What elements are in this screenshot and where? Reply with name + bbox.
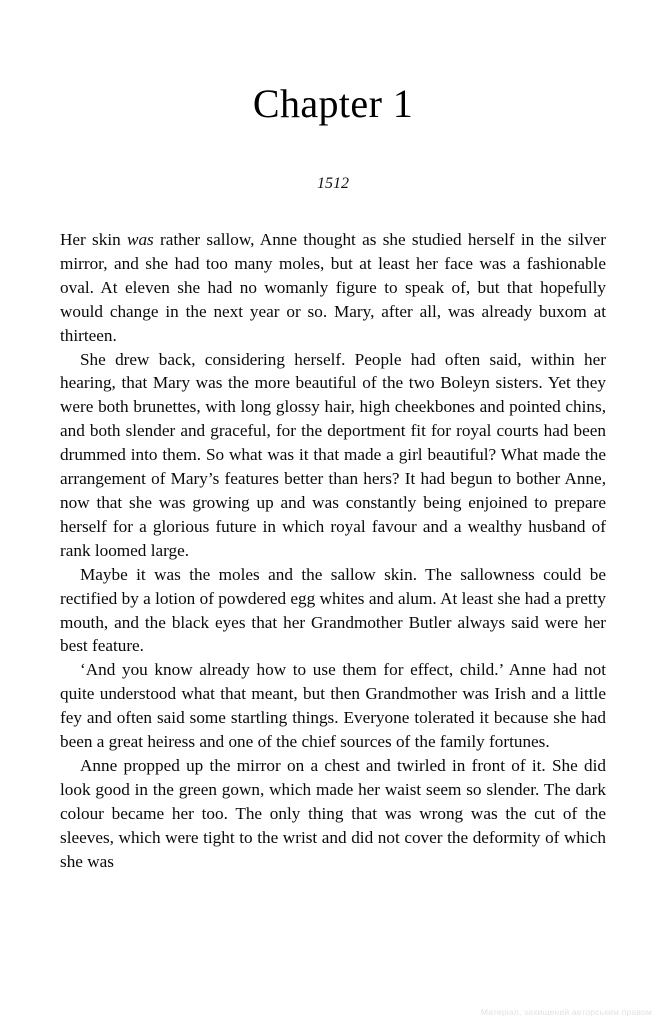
paragraph-2: She drew back, considering herself. People had often said, within her hearing, that Mary was the more beautiful of the two Boleyn sisters. Yet they were both brunettes, with long glossy hair, high cheekbones and pointed chins, and both slender and graceful, for the deportment fit for royal courts had been drummed into them. So what was it that made a girl beautiful? What made the arrangement of Mary’s features better than hers? It had begun to bother Anne, now that she was growing up and was constantly being enjoined to prepare herself for a glorious future in which royal favour and a wealthy husband of rank loomed large.: [60, 349, 606, 560]
paragraph-1-seg-3: rather sallow, Anne thought as she studied herself in the silver mirror, and she had too many moles, but at least her face was a fashionable oval. At eleven she had no womanly figure to speak of, but that hopefully would change in the next year or so. Mary, after all, was already buxom at thirteen.: [60, 230, 607, 345]
paragraph-1: [60, 228, 606, 348]
page-title: Chapter 1: [252, 81, 414, 126]
paragraph-1-seg-1: Her skin: [60, 230, 127, 249]
paragraph-4: ‘And you know already how to use them for effect, child.’ Anne had not quite understood what that meant, but then Grandmother was Irish and a little fey and often said some startling things. Everyone tolerated it because she had been a great heiress and one of the chief sources of the family fortunes.: [60, 660, 606, 752]
paragraph-5: Anne propped up the mirror on a chest and twirled in front of it. She did look good in the green gown, which made her waist seem so slender. The dark colour became her too. The only thing that was wrong was the cut of the sleeves, which were tight to the wrist and did not cover the deformity of which she was: [60, 755, 606, 871]
copyright-watermark: Матеріал, захищений авторським правом: [480, 1007, 652, 1017]
emphasis-was: was: [127, 230, 154, 249]
paragraph-3: Maybe it was the moles and the sallow skin. The sallowness could be rectified by a lotion of powdered egg whites and alum. At least she had a pretty mouth, and the black eyes that her Grandmother Butler always said were her best feature.: [60, 564, 606, 656]
body-text: [60, 228, 606, 873]
chapter-date: 1512: [317, 175, 349, 192]
